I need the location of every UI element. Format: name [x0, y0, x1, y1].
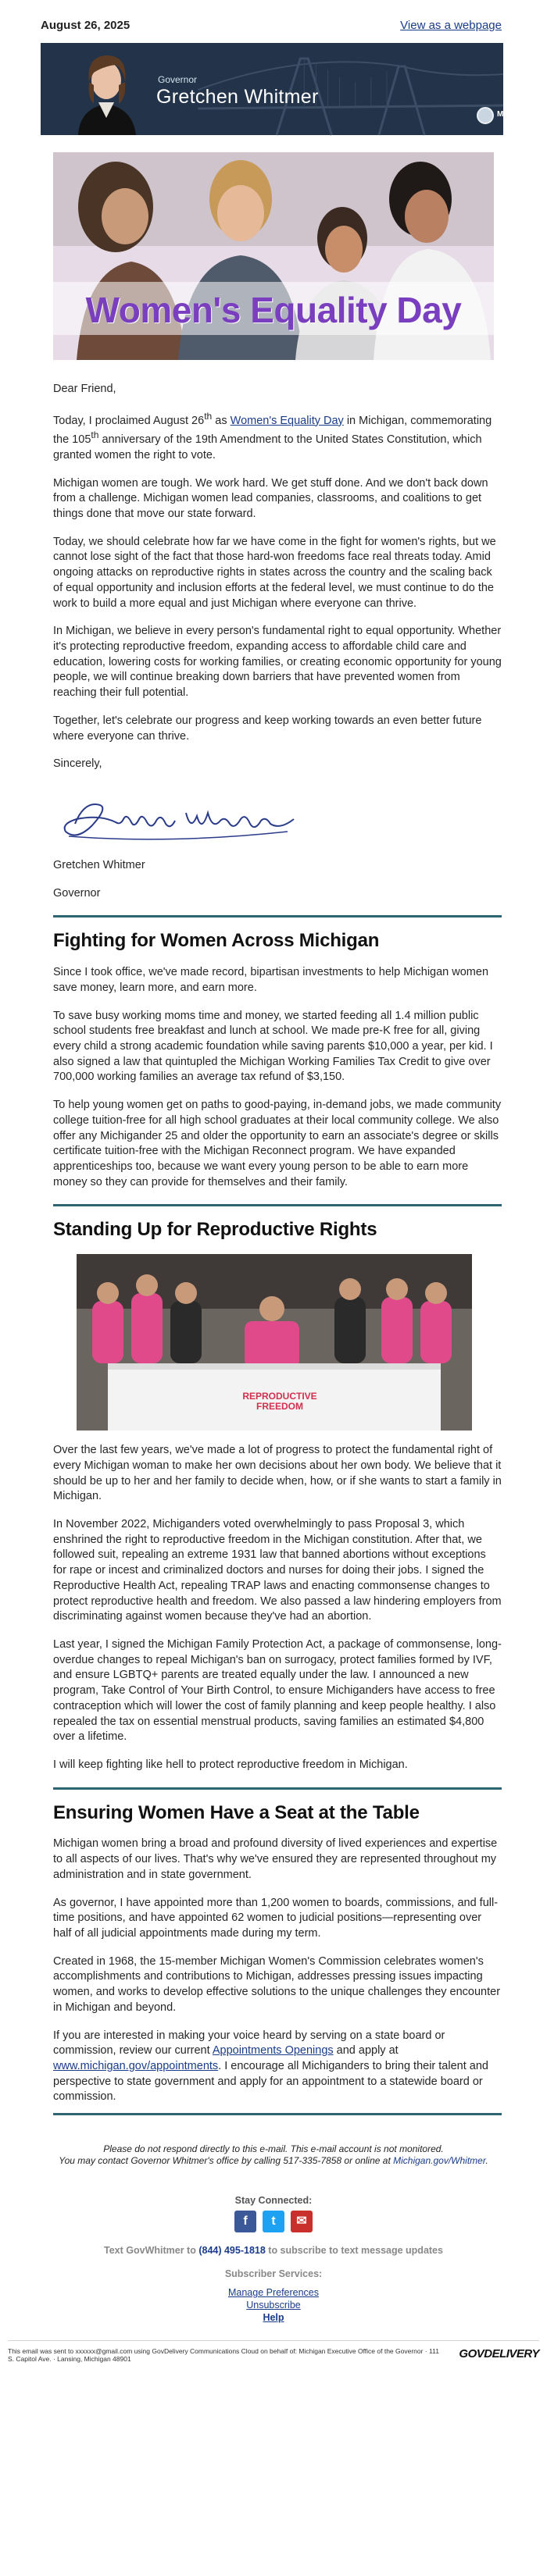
section-divider	[53, 1204, 502, 1206]
facebook-icon[interactable]: f	[234, 2211, 256, 2232]
letter-paragraph-2: Michigan women are tough. We work hard. We get stuff done. And we don't back down from a challenge. Michigan women lead companies, classrooms, and coalitions to get things done that move our state forward.	[53, 476, 488, 520]
governor-portrait	[70, 46, 142, 135]
signature-image	[53, 785, 502, 855]
appointments-openings-link[interactable]: Appointments Openings	[212, 2044, 334, 2058]
section1-paragraph-3: To help young women get on paths to good-paying, in-demand jobs, we made community college tuition-free for all high school graduates at their local community college. We also offer any Michigander 25 and older the opportunity to earn an associate's degree or skills certificate tuition-free with the Michigan Reconnect program. We have expanded apprenticeships too, because we want every young person to be able to earn more money so they can provide for themselves and their family.	[53, 1099, 502, 1188]
section2-paragraph-2: In November 2022, Michiganders voted overwhelmingly to pass Proposal 3, which enshrined the right to reproductive freedom in the Michigan constitution. After that, we followed suit, repealing an extreme 1931 law that banned abortions without exceptions for rape or incest and criminalized doctors and nurses for doing their jobs. I signed the Reproductive Health Act, repealing TRAP laws and enacting commonsense changes to protect reproductive health and freedom. We also passed a law hindering employers from discriminating against women because they've had an abortion.	[53, 1517, 502, 1623]
subscriber-services-label: Subscriber Services:	[224, 2268, 323, 2280]
sms-number-link[interactable]: (844) 495-1818	[198, 2245, 266, 2257]
govdelivery-disclaimer: This email was sent to xxxxxx@gmail.com using GovDelivery Communications Cloud on behalf of: Michigan Executive Office of the Governor · 111 S. Capitol Ave. · Lansing, Michigan 48901	[8, 2347, 439, 2364]
subscription-footer	[0, 2195, 547, 2323]
section-divider	[53, 1787, 502, 1790]
sms-subscribe-text: Text GovWhitmer to (844) 495-1818 to subscribe to text message updates	[104, 2245, 443, 2257]
twitter-icon[interactable]: t	[263, 2211, 284, 2232]
governor-name: Gretchen Whitmer	[156, 86, 319, 108]
michigan-seal-icon	[477, 107, 494, 124]
signature-title: Governor	[53, 886, 101, 900]
womens-equality-day-link[interactable]: Women's Equality Day	[230, 414, 344, 427]
whitmer-contact-link[interactable]: Michigan.gov/Whitmer	[393, 2155, 486, 2167]
govdelivery-footer	[8, 2340, 539, 2363]
michigan-logo: Michigan	[497, 110, 531, 119]
section-divider	[53, 915, 502, 917]
greeting: Dear Friend,	[53, 383, 116, 395]
letter-content	[0, 382, 547, 2115]
social-icons	[0, 2211, 547, 2232]
section3-paragraph-1: Michigan women bring a broad and profound diversity of lived experiences and expertise to all aspects of our lives. That's why we've ensured they are represented throughout my administration and in state government.	[53, 1837, 498, 1881]
section3-paragraph-3: Created in 1968, the 15-member Michigan Women's Commission celebrates women's accomplishments and contributions to Michigan, addresses pressing issues impacting women, and works to develop effective solutions to the unique challenges they encounter in Michigan and beyond.	[53, 1954, 501, 2014]
letter-paragraph-3: Today, we should celebrate how far we have come in the fight for women's rights, but we cannot lose sight of the fact that those hard-won freedoms face real threats today. Amid ongoing attacks on reproductive rights in states across the country and the scaling back of equal opportunity and inclusion efforts at the federal level, we must continue to do the work to build a more equal and just Michigan where everyone can thrive.	[53, 535, 496, 610]
do-not-reply-notice: Please do not respond directly to this e-mail. This e-mail account is not monitored. You may contact Governor Whitmer's office by calling 517-335-7858 or online at Michigan.gov/Whitmer.	[59, 2143, 488, 2167]
email-date: August 26, 2025	[41, 19, 130, 32]
reproductive-freedom-sign: REPRODUCTIVE FREEDOM	[242, 1391, 317, 1413]
governor-header-banner	[41, 43, 531, 135]
email-icon[interactable]: ✉	[291, 2211, 313, 2232]
section-heading-seat-at-table: Ensuring Women Have a Seat at the Table	[53, 1801, 420, 1823]
closing: Sincerely,	[53, 757, 102, 771]
stay-connected-label: Stay Connected:	[234, 2195, 313, 2207]
signature-name: Gretchen Whitmer	[53, 859, 145, 872]
womens-equality-day-hero	[53, 152, 494, 360]
section3-paragraph-4: If you are interested in making your voice heard by serving on a state board or commission, review our current Appointments Openings and apply at www.michigan.gov/appointments. I encourage all Michiganders to bring their talent and perspective to state government and apply for an appointment to a statewide board or commission.	[53, 2029, 488, 2104]
section2-paragraph-1: Over the last few years, we've made a lot of progress to protect the fundamental right of every Michigan woman to make her own decisions about her own body. We believe that it should be up to her and her family to decide when, how, or if she wants to start a family in Michigan.	[53, 1444, 502, 1503]
reproductive-freedom-photo	[77, 1254, 472, 1431]
govdelivery-logo[interactable]: GOVDELIVERY	[459, 2347, 539, 2361]
section-heading-fighting: Fighting for Women Across Michigan	[53, 930, 380, 952]
governor-label: Governor	[158, 74, 198, 85]
letter-paragraph-4: In Michigan, we believe in every person's fundamental right to equal opportunity. Whether it's protecting reproductive freedom, expanding access to affordable child care and education, lowering costs for working families, or creating economic opportunity for young people, we will continue breaking down barriers that have prevented women from reaching their full potential.	[53, 625, 502, 700]
section-divider	[53, 2113, 502, 2115]
email-topbar	[0, 0, 547, 38]
view-as-webpage-link[interactable]: View as a webpage	[400, 19, 502, 32]
help-link[interactable]: Help	[263, 2312, 284, 2324]
hero-title: Women's Equality Day	[85, 290, 462, 330]
michigan-appointments-link[interactable]: www.michigan.gov/appointments	[53, 2059, 219, 2072]
letter-paragraph-5: Together, let's celebrate our progress and keep working towards an even better future where everyone can thrive.	[53, 714, 482, 743]
section-heading-reproductive: Standing Up for Reproductive Rights	[53, 1219, 377, 1241]
letter-paragraph-1: Today, I proclaimed August 26th as Women's Equality Day in Michigan, commemorating the 105th anniversary of the 19th Amendment to the United States Constitution, which granted women the right to vote.	[53, 410, 492, 461]
section2-paragraph-4: I will keep fighting like hell to protect reproductive freedom in Michigan.	[53, 1758, 408, 1771]
section1-paragraph-1: Since I took office, we've made record, bipartisan investments to help Michigan women save money, learn more, and earn more.	[53, 966, 489, 994]
section1-paragraph-2: To save busy working moms time and money, we started feeding all 1.4 million public school students free breakfast and lunch at school. We made pre-K free for all, giving every child a strong academic foundation while saving parents $10,000 a year, per kid. I also signed a law that quintupled the Michigan Working Families Tax Credit to give over 700,000 working families an average tax refund of $3,150.	[53, 1009, 493, 1084]
section2-paragraph-3: Last year, I signed the Michigan Family Protection Act, a package of commonsense, long-overdue changes to repeal Michigan's ban on surrogacy, protect families formed by IVF, and ensure LGBTQ+ parents are treated equally under the law. I announced a new program, Take Control of Your Birth Control, to ensure Michiganders have access to free contraception which will lower the cost of family planning and keep people healthy. I also repealed the tax on essential menstrual products, saving families an estimated $4,800 over a lifetime.	[53, 1637, 502, 1744]
unsubscribe-link[interactable]: Unsubscribe	[246, 2300, 301, 2311]
manage-preferences-link[interactable]: Manage Preferences	[227, 2287, 320, 2299]
section3-paragraph-2: As governor, I have appointed more than 1,200 women to boards, commissions, and full-time positions, and have appointed 62 women to judicial positions—representing over half of all judicial appointments made during my term.	[53, 1896, 499, 1940]
